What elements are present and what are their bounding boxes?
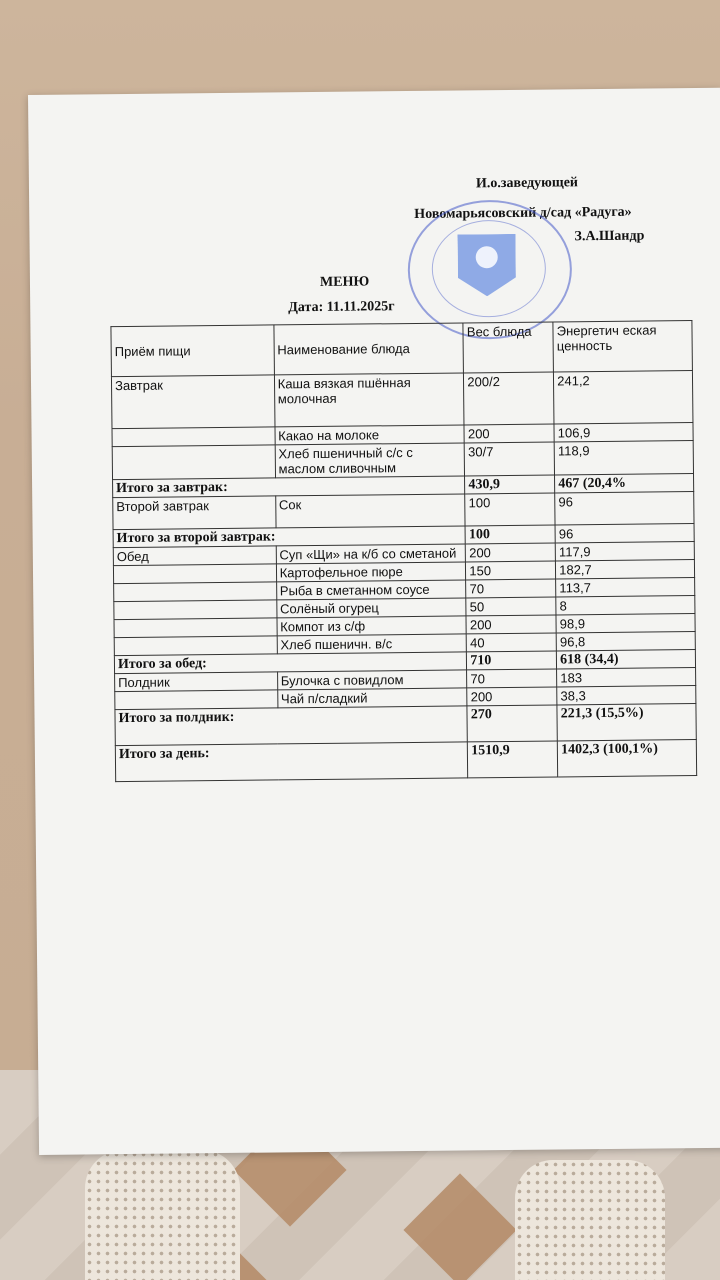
weight-cell: 70 bbox=[466, 579, 556, 598]
dish-cell: Компот из с/ф bbox=[277, 616, 467, 636]
energy-cell: 98,9 bbox=[556, 614, 695, 633]
weight-cell: 40 bbox=[467, 633, 557, 652]
meal-cell bbox=[112, 427, 275, 447]
meal-cell bbox=[112, 445, 275, 480]
meal-cell bbox=[115, 690, 278, 710]
dish-cell: Рыба в сметанном соусе bbox=[276, 580, 466, 600]
weight-cell: 200 bbox=[467, 687, 557, 706]
right-shoe bbox=[515, 1160, 665, 1280]
meal-cell: Обед bbox=[113, 546, 276, 566]
total-energy: 96 bbox=[555, 524, 694, 543]
total-weight: 270 bbox=[467, 705, 557, 742]
total-row bbox=[115, 704, 696, 746]
weight-cell: 200 bbox=[466, 615, 556, 634]
dish-cell: Хлеб пшеничн. в/с bbox=[277, 634, 467, 654]
weight-cell: 150 bbox=[466, 561, 556, 580]
header-position: И.о.заведующей bbox=[475, 175, 579, 192]
dish-cell: Суп «Щи» на к/б со сметаной bbox=[276, 544, 466, 564]
weight-cell: 200 bbox=[466, 543, 556, 562]
total-weight: 1510,9 bbox=[468, 741, 558, 778]
total-label: Итого за день: bbox=[115, 742, 468, 782]
meal-cell: Завтрак bbox=[111, 375, 274, 429]
total-weight: 430,9 bbox=[465, 475, 555, 494]
energy-cell: 182,7 bbox=[556, 560, 695, 579]
total-energy: 1402,3 (100,1%) bbox=[557, 740, 696, 777]
document-title: МЕНЮ bbox=[319, 274, 370, 290]
energy-cell: 183 bbox=[557, 668, 696, 687]
total-energy: 467 (20,4% bbox=[555, 474, 694, 493]
dish-cell: Булочка с повидлом bbox=[277, 670, 467, 690]
weight-cell: 200 bbox=[464, 424, 554, 443]
table-header-row bbox=[111, 321, 692, 377]
col-header-dish: Наименование блюда bbox=[274, 323, 464, 375]
dish-cell: Каша вязкая пшённая молочная bbox=[274, 373, 464, 427]
energy-cell: 117,9 bbox=[555, 542, 694, 561]
dish-cell: Сок bbox=[275, 494, 465, 528]
total-label: Итого за полдник: bbox=[115, 706, 468, 746]
energy-cell: 96,8 bbox=[556, 632, 695, 651]
meal-cell bbox=[114, 636, 277, 656]
dish-cell: Хлеб пшеничный с/с с маслом сливочным bbox=[275, 443, 465, 478]
energy-cell: 38,3 bbox=[557, 686, 696, 705]
menu-table bbox=[110, 320, 697, 782]
table-row bbox=[111, 371, 693, 429]
header-institution: Новомарьясовский д/сад «Радуга» bbox=[414, 204, 632, 222]
meal-cell bbox=[114, 600, 277, 620]
energy-cell: 96 bbox=[555, 492, 694, 525]
dish-cell: Солёный огурец bbox=[276, 598, 466, 618]
energy-cell: 118,9 bbox=[554, 441, 693, 475]
dish-cell: Чай п/сладкий bbox=[277, 688, 467, 708]
weight-cell: 200/2 bbox=[464, 372, 554, 425]
meal-cell bbox=[113, 564, 276, 584]
total-energy: 618 (34,4) bbox=[557, 650, 696, 669]
total-label: Итого за завтрак: bbox=[113, 476, 466, 498]
total-energy: 221,3 (15,5%) bbox=[557, 704, 696, 741]
col-header-energy: Энергетич еская ценность bbox=[553, 321, 692, 372]
total-row bbox=[115, 740, 696, 782]
weight-cell: 100 bbox=[465, 493, 555, 526]
energy-cell: 113,7 bbox=[556, 578, 695, 597]
dish-cell: Какао на молоке bbox=[275, 425, 465, 445]
weight-cell: 30/7 bbox=[465, 442, 555, 476]
header-signatory: З.А.Шандр bbox=[574, 228, 645, 245]
weight-cell: 70 bbox=[467, 669, 557, 688]
meal-cell: Полдник bbox=[115, 672, 278, 692]
energy-cell: 8 bbox=[556, 596, 695, 615]
menu-paper-sheet bbox=[28, 88, 720, 1155]
left-shoe bbox=[85, 1150, 240, 1280]
document-date: Дата: 11.11.2025г bbox=[288, 299, 395, 316]
meal-cell: Второй завтрак bbox=[113, 496, 276, 530]
weight-cell: 50 bbox=[466, 597, 556, 616]
total-label: Итого за обед: bbox=[114, 652, 467, 674]
total-label: Итого за второй завтрак: bbox=[113, 526, 466, 548]
total-weight: 100 bbox=[465, 525, 555, 544]
energy-cell: 106,9 bbox=[554, 423, 693, 442]
col-header-meal: Приём пищи bbox=[111, 325, 274, 377]
round-seal-stamp bbox=[407, 199, 572, 340]
meal-cell bbox=[114, 618, 277, 638]
total-weight: 710 bbox=[467, 651, 557, 670]
energy-cell: 241,2 bbox=[554, 371, 693, 424]
meal-cell bbox=[114, 582, 277, 602]
dish-cell: Картофельное пюре bbox=[276, 562, 466, 582]
col-header-weight: Вес блюда bbox=[463, 322, 553, 373]
